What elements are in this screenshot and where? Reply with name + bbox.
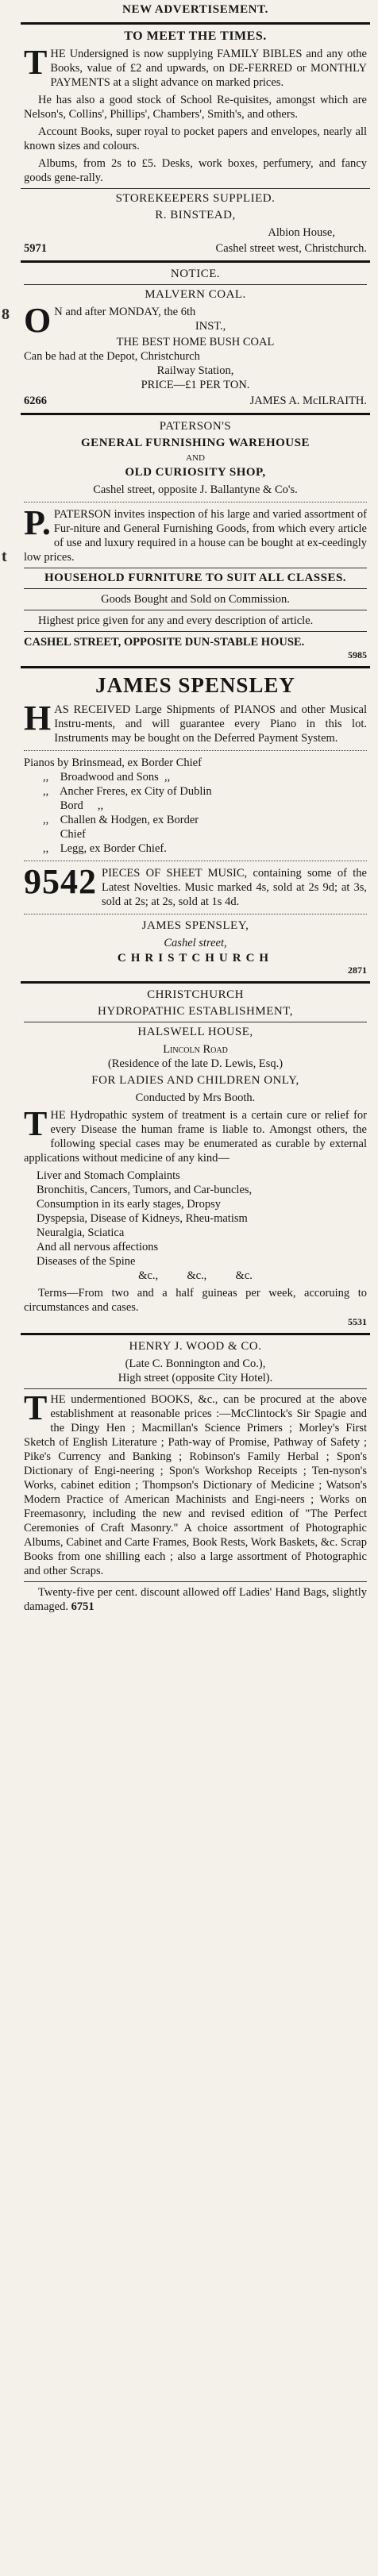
divider bbox=[21, 260, 370, 263]
ad-line: Can be had at the Depot, Christchurch bbox=[24, 350, 200, 363]
ad-title: CHRISTCHURCH bbox=[147, 988, 244, 1001]
divider bbox=[21, 666, 370, 668]
sheet-music-text: PIECES OF SHEET MUSIC, containing some of the Latest Novelties. Music marked 4s, sold at 2s 9d; at 3s, sold at 2s; at 2s, sold at 1s 4d. bbox=[102, 867, 367, 908]
advertiser-address: High street (opposite City Hotel). bbox=[118, 1372, 273, 1384]
ad-line: N and after MONDAY, the 6th bbox=[54, 306, 196, 318]
list-item: ,, Legg, ex Border Chief. bbox=[43, 842, 167, 855]
list-item: Bronchitis, Cancers, Tumors, and Car-buncles, bbox=[37, 1184, 253, 1196]
list-item: ,, Ancher Freres, ex City of Dublin bbox=[43, 785, 212, 798]
ad-body-lead bbox=[24, 1388, 367, 1578]
advertiser-address: Cashel street, opposite J. Ballantyne & Co's. bbox=[93, 483, 298, 496]
divider bbox=[24, 284, 367, 285]
divider bbox=[24, 1388, 367, 1389]
divider bbox=[21, 981, 370, 984]
ad-body-text: PATERSON invites inspection of his large and varied assortment of Fur-niture and General Furnishing Goods, from which every article of use and luxury required in a house can be bought at ex-ceedingly low prices. bbox=[24, 508, 367, 564]
divider bbox=[24, 631, 367, 632]
advertiser-address: CASHEL STREET, OPPOSITE DUN-STABLE HOUSE. bbox=[24, 636, 305, 649]
advertiser-house: Albion House, bbox=[268, 226, 335, 239]
house-road: Lincoln Road bbox=[163, 1043, 228, 1056]
ad-title: OLD CURIOSITY SHOP, bbox=[125, 466, 266, 479]
ad-number: 6266 bbox=[24, 395, 47, 407]
list-item: Diseases of the Spine bbox=[37, 1255, 136, 1268]
section-header: NEW ADVERTISEMENT. bbox=[122, 3, 268, 16]
ad-title: PATERSON'S bbox=[159, 420, 232, 433]
sheet-music-paragraph bbox=[24, 862, 367, 909]
list-item: ,, Broadwood and Sons ,, bbox=[43, 771, 171, 784]
ad-number: 6751 bbox=[71, 1600, 94, 1613]
list-item: Chief bbox=[43, 828, 86, 841]
ad-body-text: HE Hydropathic system of treatment is a certain cure or relief for every Disease the human frame is liable to. Amongst others, the following special cases may be enumerated as curable by external applications without medicine of any kind— bbox=[24, 1109, 367, 1165]
drop-cap: P. bbox=[24, 503, 51, 542]
ad-body bbox=[24, 301, 367, 340]
piano-list bbox=[24, 756, 367, 856]
list-item: Neuralgia, Sciatica bbox=[37, 1226, 125, 1239]
ad-paterson bbox=[21, 420, 370, 661]
drop-cap: O bbox=[24, 301, 52, 340]
ad-terms: Terms—From two and a half guineas per week, accoruing to circumstances and cases. bbox=[24, 1287, 367, 1314]
drop-cap: T bbox=[24, 1104, 48, 1143]
advertiser-footer bbox=[24, 635, 367, 649]
ad-paragraph: Goods Bought and Sold on Commission. bbox=[101, 593, 290, 606]
ad-discount bbox=[24, 1585, 367, 1614]
ad-title: MALVERN COAL. bbox=[145, 288, 246, 301]
ad-line: PRICE—£1 PER TON. bbox=[141, 379, 250, 391]
advertiser-address: Cashel street west, Christchurch. bbox=[215, 242, 367, 255]
ad-number: 5971 bbox=[24, 242, 47, 255]
ad-number: 5531 bbox=[348, 1316, 367, 1327]
cases-list bbox=[24, 1169, 367, 1283]
divider bbox=[24, 1581, 367, 1582]
advertiser-name: R. BINSTEAD, bbox=[155, 209, 236, 221]
ad-paragraph: Account Books, super royal to pocket papers and envelopes, nearly all known sizes and colours. bbox=[24, 125, 367, 152]
ad-body-lead bbox=[24, 699, 367, 745]
newspaper-column bbox=[21, 0, 370, 2576]
ad-body-lead bbox=[24, 1104, 367, 1165]
divider bbox=[21, 413, 370, 415]
list-item: Dyspepsia, Disease of Kidneys, Rheu-matism bbox=[37, 1212, 248, 1225]
list-item: ,, Challen & Hodgen, ex Border bbox=[43, 814, 199, 826]
list-item: Liver and Stomach Complaints bbox=[37, 1169, 180, 1182]
advertiser-footer bbox=[24, 241, 367, 256]
ad-body-text: HE Undersigned is now supplying FAMILY BIBLES and any othe Books, value of £2 and upwards, on DE-FERRED or MONTHLY PAYMENTS at a slight advance on marked prices. bbox=[50, 48, 367, 89]
ad-title: HYDROPATHIC ESTABLISHMENT, bbox=[98, 1005, 293, 1018]
ad-line: INST., bbox=[195, 320, 226, 333]
drop-cap: T bbox=[24, 1388, 48, 1427]
ad-line: Railway Station, bbox=[156, 364, 234, 377]
ad-title: TO MEET THE TIMES. bbox=[124, 29, 267, 43]
ad-body-lead bbox=[24, 43, 367, 90]
advertiser-city: CHRISTCHURCH bbox=[117, 952, 274, 965]
advertiser-street: Cashel street, bbox=[164, 937, 227, 949]
ad-body-text: AS RECEIVED Large Shipments of PIANOS and other Musical Instru-ments, and will guarantee every Piano in this lot. Instruments may be bought on the Deferred Payment System. bbox=[54, 703, 367, 745]
ad-title: JAMES SPENSLEY bbox=[95, 673, 295, 697]
ad-number: 2871 bbox=[348, 965, 367, 976]
house-residence: (Residence of the late D. Lewis, Esq.) bbox=[107, 1057, 284, 1070]
ad-subtitle: (Late C. Bonnington and Co.), bbox=[125, 1357, 266, 1370]
ad-title: GENERAL FURNISHING WAREHOUSE bbox=[81, 437, 310, 449]
list-item: And all nervous affections bbox=[37, 1241, 159, 1253]
margin-mark-2: t bbox=[2, 548, 7, 565]
divider bbox=[21, 22, 370, 25]
divider bbox=[21, 188, 370, 189]
drop-cap: H bbox=[24, 699, 52, 737]
ad-title: HENRY J. WOOD & CO. bbox=[129, 1340, 262, 1353]
discount-text: Twenty-five per cent. discount allowed off Ladies' Hand Bags, slightly damaged. bbox=[24, 1586, 367, 1613]
ad-conductor: Conducted by Mrs Booth. bbox=[135, 1092, 256, 1104]
ad-spensley bbox=[21, 673, 370, 976]
sheet-music-count: 9542 bbox=[24, 862, 97, 901]
ad-body-text: HE undermentioned BOOKS, &c., can be procured at the above establishment at reasonable prices :—McClintock's Sir Spagie and the Dingy Hen ; Macmillan's Science Primers ; Morley's First Sketch of English Literature ; Path-way of Promise, Pathway of Safety ; Pike's Currency and Banking ; Robinson's Family Herbal ; Spon's Dictionary of Engi-neering ; Spon's Workshop Receipts ; Ten-nyson's Works, cabinet edition ; Thompson's Dictionary of Medicine ; Watson's Modern Practice of American Machinists and Engi-neers ; Works on Freemasonry, including the new and revised edition of "The Perfect Ceremonies of Craft Masonry." A choice assortment of Photographic Albums, Cabinet and Carte Frames, Book Rests, Work Baskets, &c. Scrap Books from one shilling each ; also a large assortment of Photographic and other Scraps. bbox=[24, 1393, 367, 1577]
ad-hydropathic bbox=[21, 988, 370, 1328]
divider bbox=[24, 750, 367, 751]
list-item: Pianos by Brinsmead, ex Border Chief bbox=[24, 757, 202, 769]
list-item: &c., &c., &c. bbox=[138, 1269, 253, 1282]
ad-paragraph: Highest price given for any and every description of article. bbox=[38, 614, 314, 627]
ad-subheading: FOR LADIES AND CHILDREN ONLY, bbox=[91, 1074, 299, 1087]
ad-paragraph: Albums, from 2s to £5. Desks, work boxes, perfumery, and fancy goods gene-rally. bbox=[24, 157, 367, 184]
divider bbox=[24, 588, 367, 589]
ad-paragraph: He has also a good stock of School Re-quisites, amongst which are Nelson's, Collins', Phillips', Chambers', Smith's, and others. bbox=[24, 94, 367, 121]
ad-line: THE BEST HOME BUSH COAL bbox=[116, 336, 275, 348]
ad-storekeepers bbox=[21, 192, 370, 256]
house-name: HALSWELL HOUSE, bbox=[137, 1026, 253, 1038]
list-item: Consumption in its early stages, Dropsy bbox=[37, 1198, 221, 1211]
advertiser-name: JAMES SPENSLEY, bbox=[141, 919, 249, 932]
ad-title: STOREKEEPERS SUPPLIED. bbox=[115, 192, 276, 205]
ad-number: 5985 bbox=[348, 649, 367, 660]
margin-mark-1: 8 bbox=[2, 306, 10, 323]
ad-title-joiner: AND bbox=[186, 453, 205, 463]
advertiser-footer bbox=[24, 394, 367, 408]
ad-malvern-coal bbox=[21, 268, 370, 408]
ad-subheading: HOUSEHOLD FURNITURE TO SUIT ALL CLASSES. bbox=[44, 572, 347, 584]
ad-henry-wood bbox=[21, 1340, 370, 1614]
list-item: Bord ,, bbox=[43, 799, 104, 812]
ad-body-lead bbox=[24, 503, 367, 564]
divider bbox=[21, 1333, 370, 1335]
ad-to-meet-the-times bbox=[21, 29, 370, 185]
notice-label: NOTICE. bbox=[170, 268, 221, 280]
advertiser-signature: JAMES A. McILRAITH. bbox=[249, 395, 367, 407]
drop-cap: T bbox=[24, 43, 48, 82]
